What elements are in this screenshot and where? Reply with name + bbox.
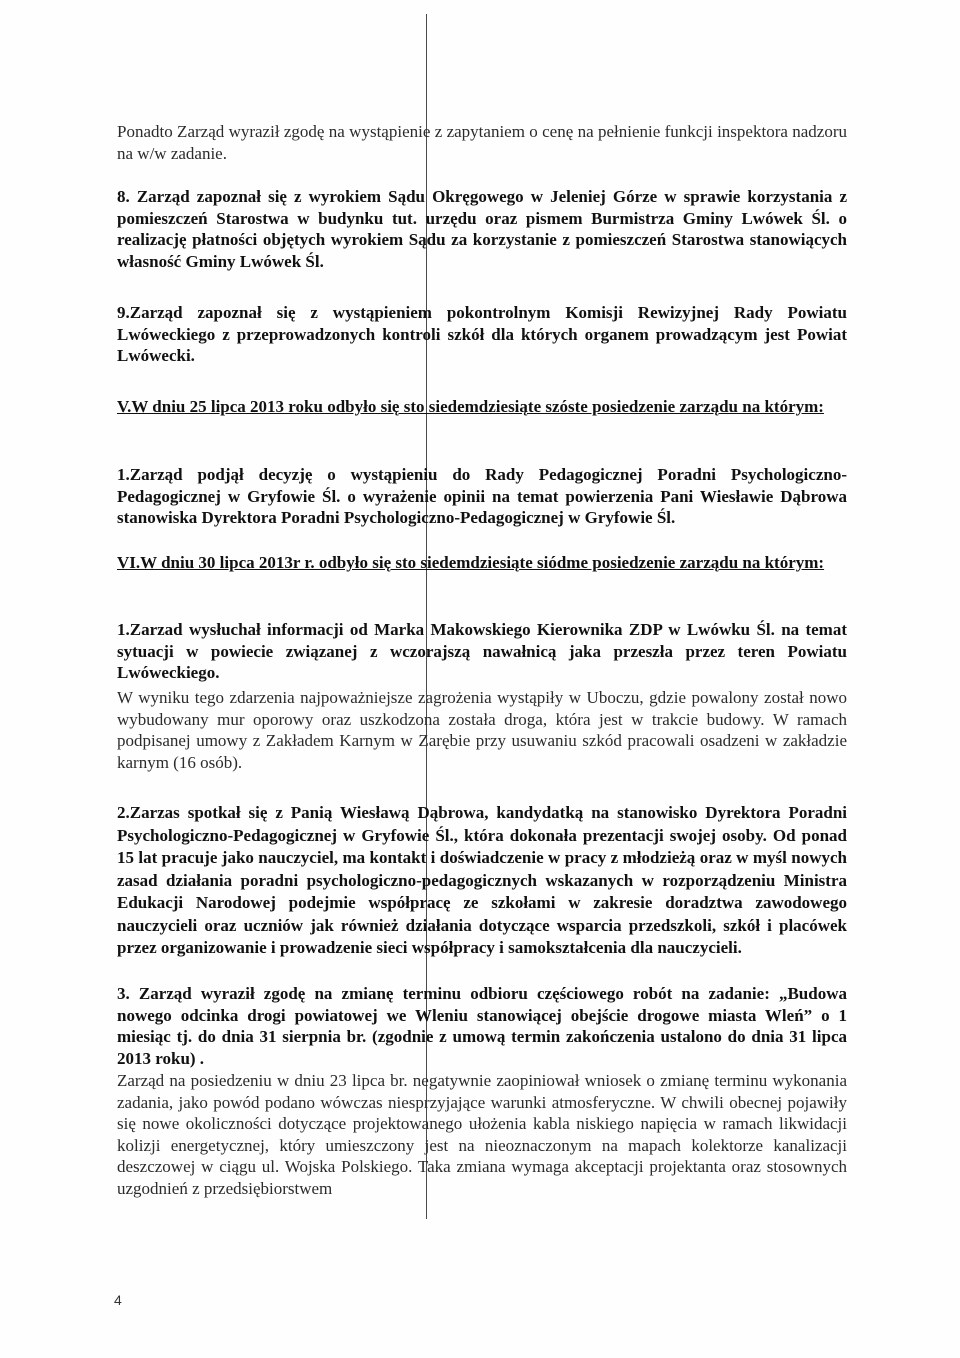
- section-heading-v: V.W dniu 25 lipca 2013 roku odbyło się sto siedemdziesiąte szóste posiedzenie zarządu na którym:: [117, 397, 824, 416]
- paragraph-inspector-consent: Ponadto Zarząd wyraził zgodę na wystąpienie z zapytaniem o cenę na pełnienie funkcji inspektora nadzoru na w/w zadanie.: [117, 122, 847, 163]
- paragraph-deadline-details: Zarząd na posiedzeniu w dniu 23 lipca br. negatywnie zaopiniował wniosek o zmianę terminu wykonania zadania, jako powód podano wówczas niesprzyjające warunki atmosferyczne. W chwili obecnej pojawiły się nowe okoliczności dotyczące projektowanego ułożenia kabla niskiego napięcia w ramach likwidacji kolizji energetycznej, który umieszczony jest na nieoznaczonym na mapach kolektorze kanalizacji deszczowej w ciągu ul. Wojska Polskiego. Taka zmiana wymaga akceptacji projektanta oraz stosownych uzgodnień z przedsiębiorstwem: [117, 1071, 847, 1198]
- paragraph-item-9-audit: 9.Zarząd zapoznał się z wystąpieniem pokontrolnym Komisji Rewizyjnej Rady Powiatu Lwóweckiego z przeprowadzonych kontroli szkół dla których organem prowadzącym jest Powiat Lwówecki.: [117, 303, 847, 365]
- paragraph-vi-item-3: 3. Zarząd wyraził zgodę na zmianę terminu odbioru częściowego robót na zadanie: „Budowa nowego odcinka drogi powiatowej we Wleniu stanowiącej obejście drogowe miasta Wleń” o 1 miesiąc tj. do dnia 31 sierpnia br. (zgodnie z umową termin zakończenia ustalono do dnia 31 lipca 2013 roku) .: [117, 984, 847, 1068]
- section-heading-vi: VI.W dniu 30 lipca 2013r r. odbyło się sto siedemdziesiąte siódme posiedzenie zarządu na którym:: [117, 553, 825, 572]
- page-number: 4: [114, 1292, 122, 1308]
- paragraph-item-8-court-ruling: 8. Zarząd zapoznał się z wyrokiem Sądu Okręgowego w Jeleniej Górze w sprawie korzystania z pomieszczeń Starostwa w budynku tut. urzędu oraz pismem Burmistrza Gminy Lwówek Śl. o realizację płatności objętych wyrokiem Sądu za korzystanie z pomieszczeń Starostwa stanowiących własność Gminy Lwówek Śl.: [117, 187, 847, 271]
- paragraph-vi-item-2: 2.Zarzas spotkał się z Panią Wiesławą Dąbrowa, kandydatką na stanowisko Dyrektora Poradni Psychologiczno-Pedagogicznej w Gryfowie Śl., która dokonała prezentacji swojej osoby. Od ponad 15 lat pracuje jako nauczyciel, ma kontakt i doświadczenie w pracy z młodzieżą oraz w myśl nowych zasad działania poradni psychologiczno-pedagogicznych wskazanych w rozporządzeniu Ministra Edukacji Narodowej podejmie współpracę ze szkołami w zakresie doradztwa zawodowego nauczycieli oraz uczniów jak również działania dotyczące wsparcia przedszkoli, szkół i placówek przez organizowanie i prowadzenie sieci współpracy i samokształcenia dla nauczycieli.: [117, 803, 847, 957]
- paragraph-storm-damage: W wyniku tego zdarzenia najpoważniejsze zagrożenia wystąpiły w Uboczu, gdzie powalony został nowo wybudowany mur oporowy oraz uszkodzona została droga, która jest w trakcie budowy. W ramach podpisanej umowy z Zakładem Karnym w Zarębie przy usuwaniu szkód pracowali osadzeni w zakładzie karnym (16 osób).: [117, 688, 847, 772]
- paragraph-vi-item-1: 1.Zarzad wysłuchał informacji od Marka Makowskiego Kierownika ZDP w Lwówku Śl. na temat sytuacji w powiecie związanej z wczorajszą nawałnicą jaka przeszła przez teren Powiatu Lwóweckiego.: [117, 620, 847, 682]
- paragraph-v-item-1: 1.Zarząd podjął decyzję o wystąpieniu do Rady Pedagogicznej Poradni Psychologiczno-Pedagogicznej w Gryfowie Śl. o wyrażenie opinii na temat powierzenia Pani Wiesławie Dąbrowa stanowiska Dyrektora Poradni Psychologiczno-Pedagogicznej w Gryfowie Śl.: [117, 465, 847, 527]
